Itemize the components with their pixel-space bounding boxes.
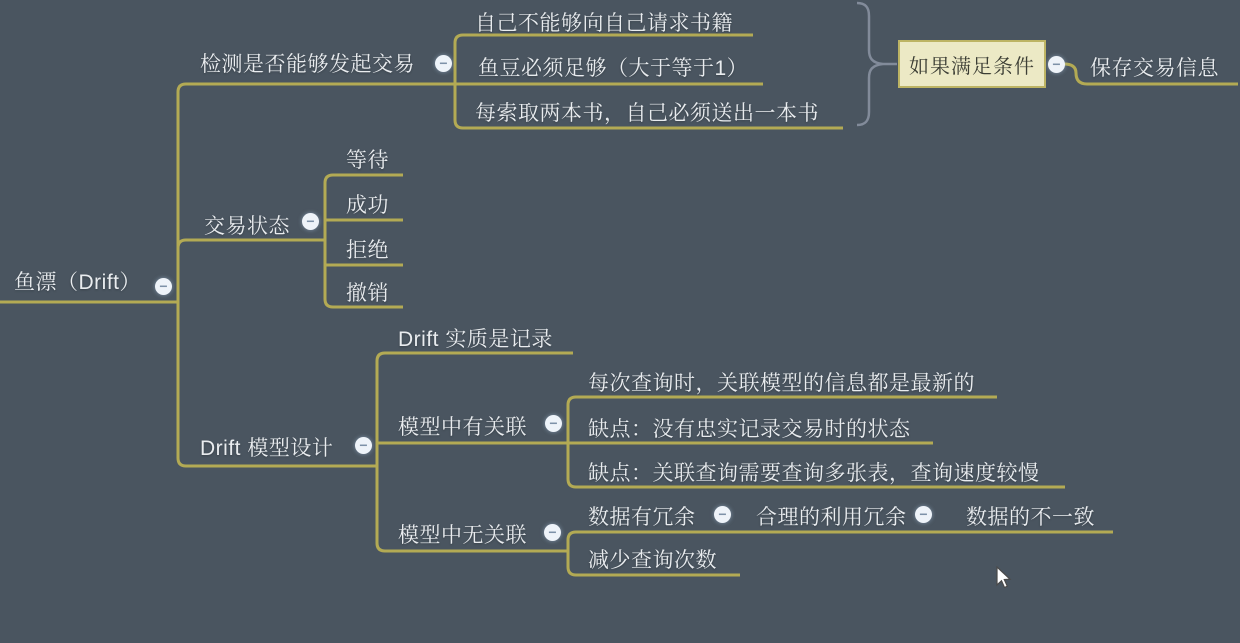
node-rule-enough-fishbeans[interactable]: 鱼豆必须足够（大于等于1） xyxy=(478,57,749,80)
collapse-icon-data-redundancy[interactable]: − xyxy=(714,506,731,523)
collapse-icon-trade-status[interactable]: − xyxy=(302,213,319,230)
node-data-redundancy[interactable]: 数据有冗余 xyxy=(588,506,696,529)
node-status-cancelled[interactable]: 撤销 xyxy=(346,282,389,305)
node-assoc-con-slow-query[interactable]: 缺点：关联查询需要查询多张表，查询速度较慢 xyxy=(588,462,1040,485)
node-use-redundancy-wisely[interactable]: 合理的利用冗余 xyxy=(756,506,907,529)
node-status-success[interactable]: 成功 xyxy=(346,194,389,217)
mouse-cursor xyxy=(995,566,1015,592)
node-assoc-latest-info[interactable]: 每次查询时，关联模型的信息都是最新的 xyxy=(588,372,975,395)
node-drift-is-record[interactable]: Drift 实质是记录 xyxy=(398,328,553,351)
collapse-icon-model-design[interactable]: − xyxy=(355,437,372,454)
node-status-waiting[interactable]: 等待 xyxy=(346,149,389,172)
collapse-icon-model-with-association[interactable]: − xyxy=(545,415,562,432)
node-check-trade[interactable]: 检测是否能够发起交易 xyxy=(200,53,415,76)
connector-branch-check xyxy=(178,84,455,302)
node-condition-met[interactable]: 如果满足条件 xyxy=(898,40,1046,88)
node-rule-give-one-book[interactable]: 每索取两本书，自己必须送出一本书 xyxy=(475,102,819,125)
collapse-icon-use-redundancy[interactable]: − xyxy=(915,506,932,523)
summary-brace xyxy=(857,3,883,125)
node-assoc-con-no-faithful-record[interactable]: 缺点：没有忠实记录交易时的状态 xyxy=(588,418,911,441)
node-save-trade-info[interactable]: 保存交易信息 xyxy=(1090,57,1219,80)
collapse-icon-model-without-association[interactable]: − xyxy=(544,524,561,541)
node-fewer-queries[interactable]: 减少查询次数 xyxy=(588,549,717,572)
connector-branch-status xyxy=(178,240,325,248)
collapse-icon-condition-met[interactable]: − xyxy=(1048,56,1065,73)
node-status-rejected[interactable]: 拒绝 xyxy=(346,239,389,262)
node-model-design[interactable]: Drift 模型设计 xyxy=(200,437,334,460)
node-data-inconsistency[interactable]: 数据的不一致 xyxy=(966,506,1095,529)
collapse-icon-check-trade[interactable]: − xyxy=(435,55,452,72)
node-model-with-association[interactable]: 模型中有关联 xyxy=(398,416,527,439)
node-model-without-association[interactable]: 模型中无关联 xyxy=(398,524,527,547)
collapse-icon-root[interactable]: − xyxy=(155,278,172,295)
node-rule-no-self-request[interactable]: 自己不能够向自己请求书籍 xyxy=(475,12,733,35)
connector-record xyxy=(377,353,573,466)
node-trade-status[interactable]: 交易状态 xyxy=(204,215,290,238)
node-root[interactable]: 鱼漂（Drift） xyxy=(14,271,141,294)
